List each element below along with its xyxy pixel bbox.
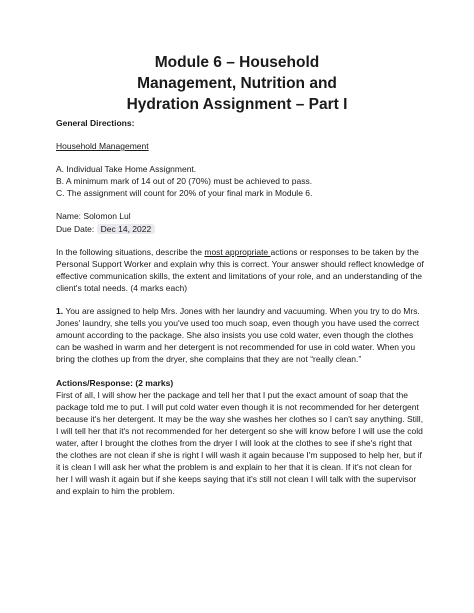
title-line: Hydration Assignment – Part I — [126, 96, 348, 113]
actions-response-heading: Actions/Response: (2 marks) — [56, 377, 174, 388]
intro-underlined-text: most appropriate — [204, 246, 271, 257]
instruction-item: B. A minimum mark of 14 out of 20 (70%) must be achieved to pass. — [56, 176, 313, 187]
question-number: 1. — [56, 306, 64, 317]
question-text: You are assigned to help Mrs. Jones with her laundry and vacuuming. When you try to do Mrs. Jones' laundry, she tells you you've used too much soap, even though you have used the correct amount according to the package. She also insists you use cold water, even though the clothes can be washed in warm and her detergent is not recommended for use in cold water. When you bring the clothes up from the dryer, she complains that they are not “really clean.” — [56, 306, 420, 365]
student-name: Name: Solomon Lul — [56, 211, 131, 222]
answer-text: First of all, I will show her the package and tell her that I put the exact amount of soap that the package told me to put. I will put cold water even though it is not recommended for her detergent because it's her detergent. It may be the way she washes her clothes so I can't say anything. Still, I will tell her that it's not recommended for her detergent so she will know before I will use the cold water, after I brought the clothes from the dryer I will look at the clothes to see if she's right that the clothes are not clean if she is right I will wash it again because I'm supposed to help her, but if it is clean I will ask her what the problem is and explain to her that it is clean. If it's not clean for her I will wash it again but if she keeps saying that it's still not clean I will talk with the supervisor and explain to him the problem. — [56, 389, 424, 497]
situations-intro — [56, 246, 426, 294]
question-1 — [56, 305, 426, 365]
due-date-chip[interactable]: Dec 14, 2022 — [97, 224, 156, 234]
general-directions-heading: General Directions: — [56, 118, 135, 128]
title-line: Module 6 – Household — [154, 54, 320, 71]
document-title — [0, 52, 474, 115]
instruction-item: A. Individual Take Home Assignment. — [56, 164, 197, 175]
due-date-label: Due Date: — [56, 223, 95, 234]
document-body — [56, 117, 426, 497]
due-date-line — [56, 223, 426, 235]
intro-text: actions or responses to be taken by the Personal Support Worker and explain why this is correct. Your answer should reflect knowledge of effective communication skills, the extent and limitations of your role, and an understanding of the client's total needs. (4 marks each) — [56, 246, 424, 293]
title-line: Management, Nutrition and — [137, 75, 337, 92]
intro-text: In the following situations, describe the — [56, 246, 205, 257]
instruction-item: C. The assignment will count for 20% of your final mark in Module 6. — [56, 188, 313, 199]
section-heading: Household Management — [56, 141, 149, 152]
